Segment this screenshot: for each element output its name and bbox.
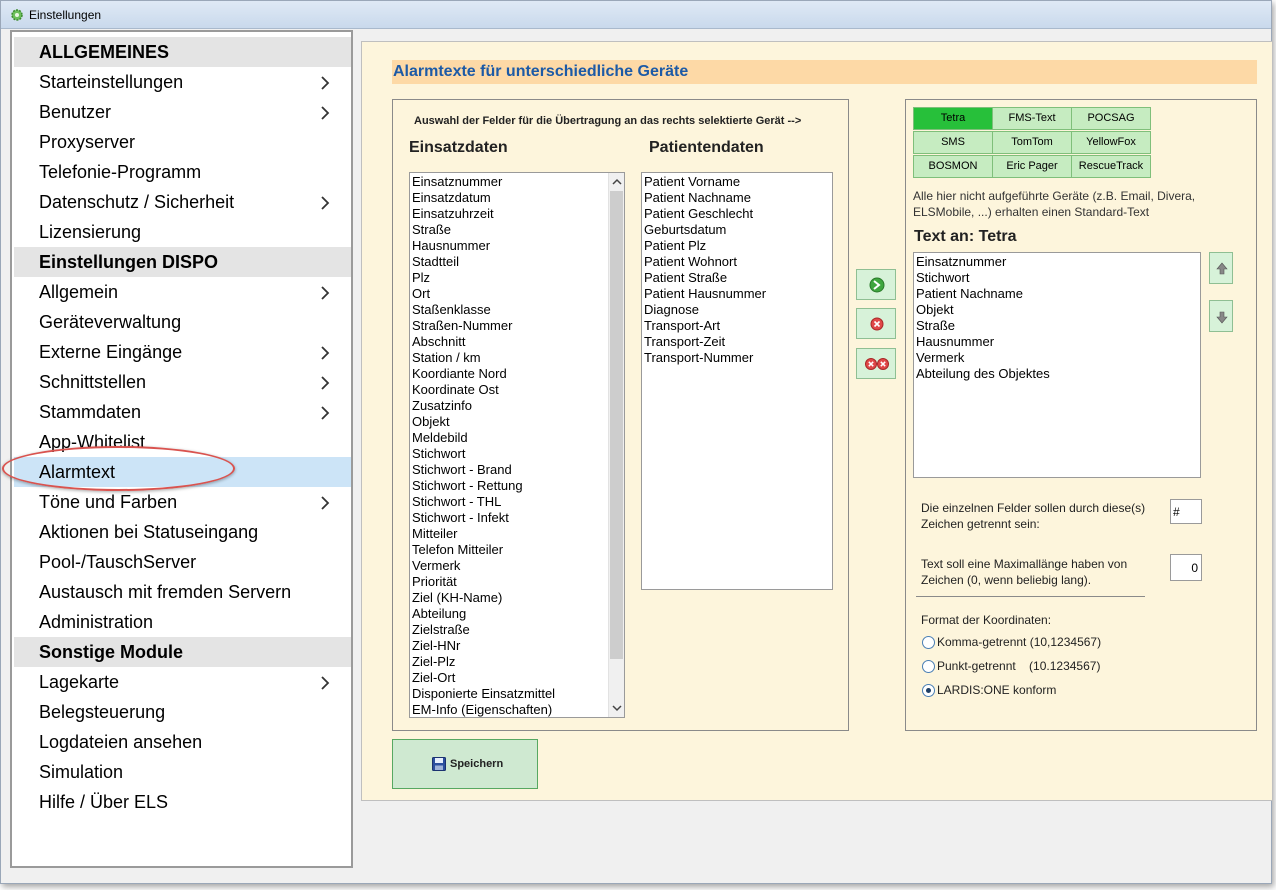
sidebar-item-label: Alarmtext	[39, 462, 116, 482]
sidebar-item-label: Austausch mit fremden Servern	[39, 582, 292, 602]
sidebar-item-geraeteverwaltung[interactable]	[14, 307, 351, 337]
einsatzdaten-list-item[interactable]: Abteilung	[412, 606, 467, 621]
sidebar-item-label: App-Whitelist	[39, 432, 146, 452]
title-bar	[1, 1, 1271, 29]
arrow-right-icon	[857, 270, 897, 301]
chevron-right-icon	[319, 676, 331, 690]
einsatzdaten-list-item[interactable]: Zusatzinfo	[412, 398, 472, 413]
alarmtext-panel	[361, 41, 1273, 801]
sidebar-item-label: Allgemein	[39, 282, 119, 302]
sidebar-item-label: Lizensierung	[39, 222, 142, 242]
sidebar-section-sonstige-module	[14, 637, 351, 667]
patientendaten-list-item[interactable]: Transport-Art	[644, 318, 721, 333]
sidebar-item-toene-und-farben[interactable]	[14, 487, 351, 517]
einsatzdaten-list-item[interactable]: Stichwort - Infekt	[412, 510, 509, 525]
sidebar-item-administration[interactable]	[14, 607, 351, 637]
einsatzdaten-list-item[interactable]: Einsatzdatum	[412, 190, 491, 205]
selected-field-item[interactable]: Abteilung des Objektes	[916, 366, 1050, 381]
sidebar-item-label: Starteinstellungen	[39, 72, 184, 92]
text-an-label: Text an: Tetra	[914, 228, 1017, 245]
device-tab-rescuetrack[interactable]: RescueTrack	[1071, 155, 1151, 178]
sidebar-item-alarmtext[interactable]	[14, 457, 351, 487]
chevron-right-icon	[319, 346, 331, 360]
coord-format-label: Format der Koordinaten:	[921, 613, 1052, 627]
patientendaten-list-item[interactable]: Patient Geschlecht	[644, 206, 754, 221]
radio-unchecked-icon[interactable]	[922, 636, 935, 649]
einsatzdaten-list-item[interactable]: Straße	[412, 222, 452, 237]
radio-unchecked-icon[interactable]	[922, 660, 935, 673]
device-tab-pocsag[interactable]: POCSAG	[1071, 107, 1151, 130]
einsatzdaten-list-item[interactable]: Ort	[412, 286, 431, 301]
window-title: Einstellungen	[29, 8, 102, 22]
maxlen-input[interactable]	[1170, 554, 1202, 581]
sidebar-section-allgemeines	[14, 37, 351, 67]
einsatzdaten-list-item[interactable]: Staßenklasse	[412, 302, 491, 317]
sidebar-item-telefonie-programm[interactable]	[14, 157, 351, 187]
patientendaten-list-item[interactable]: Patient Wohnort	[644, 254, 737, 269]
sidebar-item-label: Töne und Farben	[39, 492, 178, 512]
selected-fields-list[interactable]	[913, 252, 1201, 478]
sidebar-item-label: Administration	[39, 612, 154, 632]
coord-format-label: LARDIS:ONE konform	[937, 683, 1057, 697]
einsatzdaten-list-item[interactable]: Ziel (KH-Name)	[412, 590, 503, 605]
einsatzdaten-list-item[interactable]: Vermerk	[412, 558, 461, 573]
sidebar-item-label: Einstellungen DISPO	[39, 252, 219, 272]
einsatzdaten-list-item[interactable]: Hausnummer	[412, 238, 491, 253]
device-tab-eric-pager[interactable]: Eric Pager	[992, 155, 1072, 178]
patientendaten-list-item[interactable]: Patient Straße	[644, 270, 728, 285]
coord-format-option[interactable]	[922, 683, 1056, 697]
einsatzdaten-list-item[interactable]: Stichwort	[412, 446, 466, 461]
settings-sidebar	[10, 30, 353, 868]
separator-input[interactable]	[1170, 499, 1202, 524]
einsatzdaten-list-item[interactable]: Abschnitt	[412, 334, 466, 349]
sidebar-item-app-whitelist[interactable]	[14, 427, 351, 457]
patientendaten-title: Patientendaten	[649, 139, 764, 156]
sidebar-item-proxyserver[interactable]	[14, 127, 351, 157]
patientendaten-list-item[interactable]: Diagnose	[644, 302, 699, 317]
device-tab-bosmon[interactable]: BOSMON	[913, 155, 993, 178]
sidebar-item-label: Aktionen bei Statuseingang	[39, 522, 259, 542]
sidebar-item-label: ALLGEMEINES	[39, 42, 170, 62]
sidebar-item-lizensierung[interactable]	[14, 217, 351, 247]
sidebar-item-label: Geräteverwaltung	[39, 312, 182, 332]
einsatzdaten-list-item[interactable]: Straßen-Nummer	[412, 318, 513, 333]
patientendaten-list-item[interactable]: Patient Plz	[644, 238, 707, 253]
coord-format-option[interactable]	[922, 659, 1100, 673]
arrow-up-icon	[1210, 253, 1234, 285]
einsatzdaten-list-item[interactable]: Einsatznummer	[412, 174, 503, 189]
sidebar-item-label: Belegsteuerung	[39, 702, 166, 722]
remove-field-button[interactable]	[856, 308, 896, 339]
einsatzdaten-list-item[interactable]: Stichwort - THL	[412, 494, 502, 509]
sidebar-item-belegsteuerung[interactable]	[14, 697, 351, 727]
sidebar-item-externe-eingaenge[interactable]	[14, 337, 351, 367]
einsatzdaten-list-item[interactable]: Ziel-HNr	[412, 638, 461, 653]
sidebar-item-hilfe-ueber-els[interactable]	[14, 787, 351, 817]
einsatzdaten-list-item[interactable]: Ziel-Ort	[412, 670, 456, 685]
chevron-right-icon	[319, 376, 331, 390]
einsatzdaten-list-item[interactable]: Stadtteil	[412, 254, 459, 269]
device-tab-tomtom[interactable]: TomTom	[992, 131, 1072, 154]
coord-format-label: Punkt-getrennt (10.1234567)	[937, 659, 1101, 673]
patientendaten-list-item[interactable]: Patient Hausnummer	[644, 286, 767, 301]
device-tab-fms-text[interactable]: FMS-Text	[992, 107, 1072, 130]
einsatzdaten-list-item[interactable]: Einsatzuhrzeit	[412, 206, 494, 221]
chevron-right-icon	[319, 76, 331, 90]
device-tab-yellowfox[interactable]: YellowFox	[1071, 131, 1151, 154]
einsatzdaten-list-item[interactable]: EM-Info (Eigenschaften)	[412, 702, 553, 717]
remove-all-icon	[857, 349, 897, 380]
einsatzdaten-list-item[interactable]: Mitteiler	[412, 526, 458, 541]
section-title: Alarmtexte für unterschiedliche Geräte	[392, 60, 1257, 84]
gear-icon	[10, 8, 24, 22]
einsatzdaten-scrollbar[interactable]	[608, 173, 624, 717]
sidebar-item-lagekarte[interactable]	[14, 667, 351, 697]
floppy-disk-icon	[432, 757, 446, 771]
einsatzdaten-list-item[interactable]: Stichwort - Rettung	[412, 478, 523, 493]
fields-selection-group	[392, 99, 849, 731]
einsatzdaten-list-item[interactable]: Koordinate Ost	[412, 382, 499, 397]
device-note: Alle hier nicht aufgeführte Geräte (z.B. Email, Divera, ELSMobile, ...) erhalten einen Standard-Text	[913, 189, 1196, 219]
patientendaten-list-item[interactable]: Patient Vorname	[644, 174, 741, 189]
selected-field-item[interactable]: Objekt	[916, 302, 954, 317]
sidebar-item-label: Stammdaten	[39, 402, 142, 422]
einsatzdaten-list[interactable]	[409, 172, 625, 718]
coord-format-label: Komma-getrennt (10,1234567)	[937, 635, 1102, 649]
sidebar-item-simulation[interactable]	[14, 757, 351, 787]
scroll-up-icon[interactable]	[612, 178, 622, 186]
einsatzdaten-list-item[interactable]: Disponierte Einsatzmittel	[412, 686, 556, 701]
sidebar-section-einstellungen-dispo	[14, 247, 351, 277]
save-label: Speichern	[450, 758, 504, 770]
einsatzdaten-list-item[interactable]: Plz	[412, 270, 431, 285]
patientendaten-list-item[interactable]: Transport-Zeit	[644, 334, 726, 349]
sidebar-item-schnittstellen[interactable]	[14, 367, 351, 397]
einsatzdaten-list-item[interactable]: Zielstraße	[412, 622, 470, 637]
separator-label: Die einzelnen Felder sollen durch diese(s) Zeichen getrennt sein:	[921, 501, 1146, 531]
arrow-down-icon	[1210, 301, 1234, 333]
sidebar-item-austausch-mit-fremden-servern[interactable]	[14, 577, 351, 607]
move-down-button[interactable]	[1209, 300, 1233, 332]
remove-all-fields-button[interactable]	[856, 348, 896, 379]
divider	[916, 596, 1145, 597]
einsatzdaten-list-item[interactable]: Ziel-Plz	[412, 654, 456, 669]
selected-field-item[interactable]: Patient Nachname	[916, 286, 1023, 301]
move-up-button[interactable]	[1209, 252, 1233, 284]
sidebar-item-pool-tauschserver[interactable]	[14, 547, 351, 577]
patientendaten-list-item[interactable]: Patient Nachname	[644, 190, 751, 205]
save-button[interactable]	[392, 739, 538, 789]
sidebar-item-label: Sonstige Module	[39, 642, 183, 662]
chevron-right-icon	[319, 106, 331, 120]
sidebar-item-allgemein[interactable]	[14, 277, 351, 307]
add-field-button[interactable]	[856, 269, 896, 300]
remove-icon	[857, 309, 897, 340]
sidebar-item-aktionen-bei-statuseingang[interactable]	[14, 517, 351, 547]
sidebar-item-datenschutz-sicherheit[interactable]	[14, 187, 351, 217]
radio-checked-icon[interactable]	[922, 684, 935, 697]
chevron-right-icon	[319, 496, 331, 510]
selected-field-item[interactable]: Vermerk	[916, 350, 965, 365]
chevron-right-icon	[319, 196, 331, 210]
sidebar-item-stammdaten[interactable]	[14, 397, 351, 427]
sidebar-item-label: Hilfe / Über ELS	[39, 792, 169, 812]
device-config-group	[905, 99, 1257, 731]
patientendaten-list[interactable]	[641, 172, 833, 590]
device-tab-sms[interactable]: SMS	[913, 131, 993, 154]
einsatzdaten-list-item[interactable]: Koordiante Nord	[412, 366, 507, 381]
sidebar-item-label: Pool-/TauschServer	[39, 552, 197, 572]
selected-field-item[interactable]: Einsatznummer	[916, 254, 1007, 269]
einsatzdaten-list-item[interactable]: Priorität	[412, 574, 457, 589]
sidebar-item-label: Datenschutz / Sicherheit	[39, 192, 235, 212]
sidebar-item-label: Proxyserver	[39, 132, 136, 152]
sidebar-item-label: Logdateien ansehen	[39, 732, 203, 752]
chevron-right-icon	[319, 406, 331, 420]
sidebar-item-label: Simulation	[39, 762, 124, 782]
patientendaten-list-item[interactable]: Transport-Nummer	[644, 350, 754, 365]
sidebar-item-label: Schnittstellen	[39, 372, 147, 392]
sidebar-item-label: Lagekarte	[39, 672, 120, 692]
sidebar-item-benutzer[interactable]	[14, 97, 351, 127]
selected-field-item[interactable]: Stichwort	[916, 270, 970, 285]
sidebar-item-label: Benutzer	[39, 102, 112, 122]
selected-field-item[interactable]: Straße	[916, 318, 956, 333]
fields-hint: Auswahl der Felder für die Übertragung an das rechts selektierte Gerät -->	[414, 115, 802, 127]
einsatzdaten-list-item[interactable]: Stichwort - Brand	[412, 462, 512, 477]
einsatzdaten-list-item[interactable]: Objekt	[412, 414, 450, 429]
device-tab-tetra[interactable]: Tetra	[913, 107, 993, 130]
einsatzdaten-title: Einsatzdaten	[409, 139, 508, 156]
maxlen-label: Text soll eine Maximallänge haben von Zeichen (0, wenn beliebig lang).	[921, 557, 1128, 587]
sidebar-item-starteinstellungen[interactable]	[14, 67, 351, 97]
sidebar-item-label: Telefonie-Programm	[39, 162, 202, 182]
selected-field-item[interactable]: Hausnummer	[916, 334, 995, 349]
einsatzdaten-list-item[interactable]: Station / km	[412, 350, 481, 365]
patientendaten-list-item[interactable]: Geburtsdatum	[644, 222, 727, 237]
scroll-down-icon[interactable]	[612, 704, 622, 712]
sidebar-item-logdateien-ansehen[interactable]	[14, 727, 351, 757]
sidebar-item-label: Externe Eingänge	[39, 342, 183, 362]
einsatzdaten-list-item[interactable]: Meldebild	[412, 430, 468, 445]
coord-format-option[interactable]	[922, 635, 1101, 649]
chevron-right-icon	[319, 286, 331, 300]
scroll-thumb[interactable]	[610, 191, 623, 659]
einsatzdaten-list-item[interactable]: Telefon Mitteiler	[412, 542, 504, 557]
